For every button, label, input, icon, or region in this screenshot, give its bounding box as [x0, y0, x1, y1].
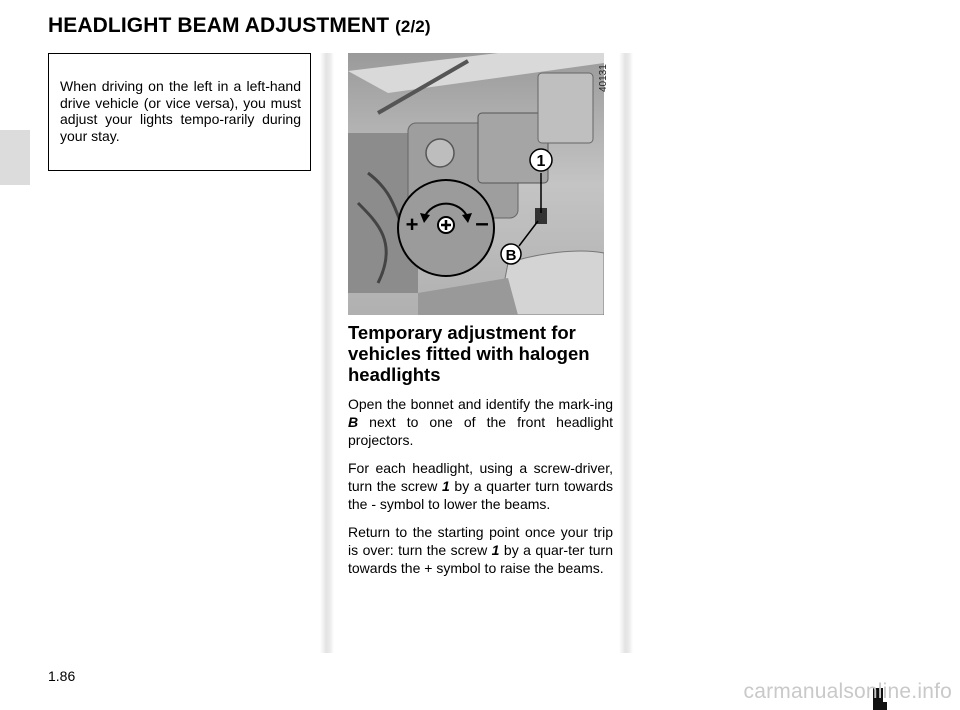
reservoir-cap: [426, 139, 454, 167]
screw-1-ref: 1: [442, 478, 450, 494]
section-heading: Temporary adjustment for vehicles fitted with halogen headlights: [348, 322, 590, 385]
note-text: When driving on the left in a left-hand drive vehicle (or vice versa), you must adjust your lights tempo-rarily during your stay.: [60, 78, 301, 144]
page-part: (2/2): [395, 17, 431, 36]
page-title: [48, 14, 431, 38]
paragraph-identify-text-a: Open the bonnet and identify the mark-ing: [348, 396, 613, 412]
engine-bay-illustration: [348, 53, 604, 315]
figure-reference: 40131: [598, 64, 609, 92]
chapter-tab: [0, 130, 30, 185]
screw-1-ref-2: 1: [491, 542, 500, 558]
paragraph-lower-text-c: by a quarter turn towards the - symbol to lower the beams.: [348, 478, 613, 512]
marking-b-ref: B: [348, 414, 359, 430]
paragraph-raise-text-c: by a quar-ter turn towards the + symbol to raise the beams.: [348, 542, 614, 576]
watermark: carmanualsonline.info: [743, 680, 952, 703]
paragraph-lower-text-a: For each headlight, using a screw-driver, turn the screw: [348, 460, 613, 494]
fuse-box: [538, 73, 593, 143]
adjustment-section: [348, 322, 613, 587]
page-number: 1.86: [48, 668, 76, 684]
callout-b-label: B: [505, 247, 517, 264]
paragraph-identify: [348, 395, 613, 449]
paragraph-lower: [348, 459, 613, 513]
column-divider-left: [320, 53, 334, 653]
paragraph-raise-text-a: Return to the starting point once your trip is over: turn the screw: [348, 524, 613, 558]
callout-1-label: 1: [536, 153, 546, 170]
column-divider-right: [619, 53, 633, 653]
minus-symbol: –: [475, 210, 489, 237]
paragraph-raise: [348, 523, 613, 577]
note-box: [48, 53, 311, 171]
page-title-text: HEADLIGHT BEAM ADJUSTMENT: [48, 14, 390, 37]
plus-symbol: +: [405, 212, 419, 237]
paragraph-identify-text-c: next to one of the front headlight projectors.: [348, 414, 613, 448]
